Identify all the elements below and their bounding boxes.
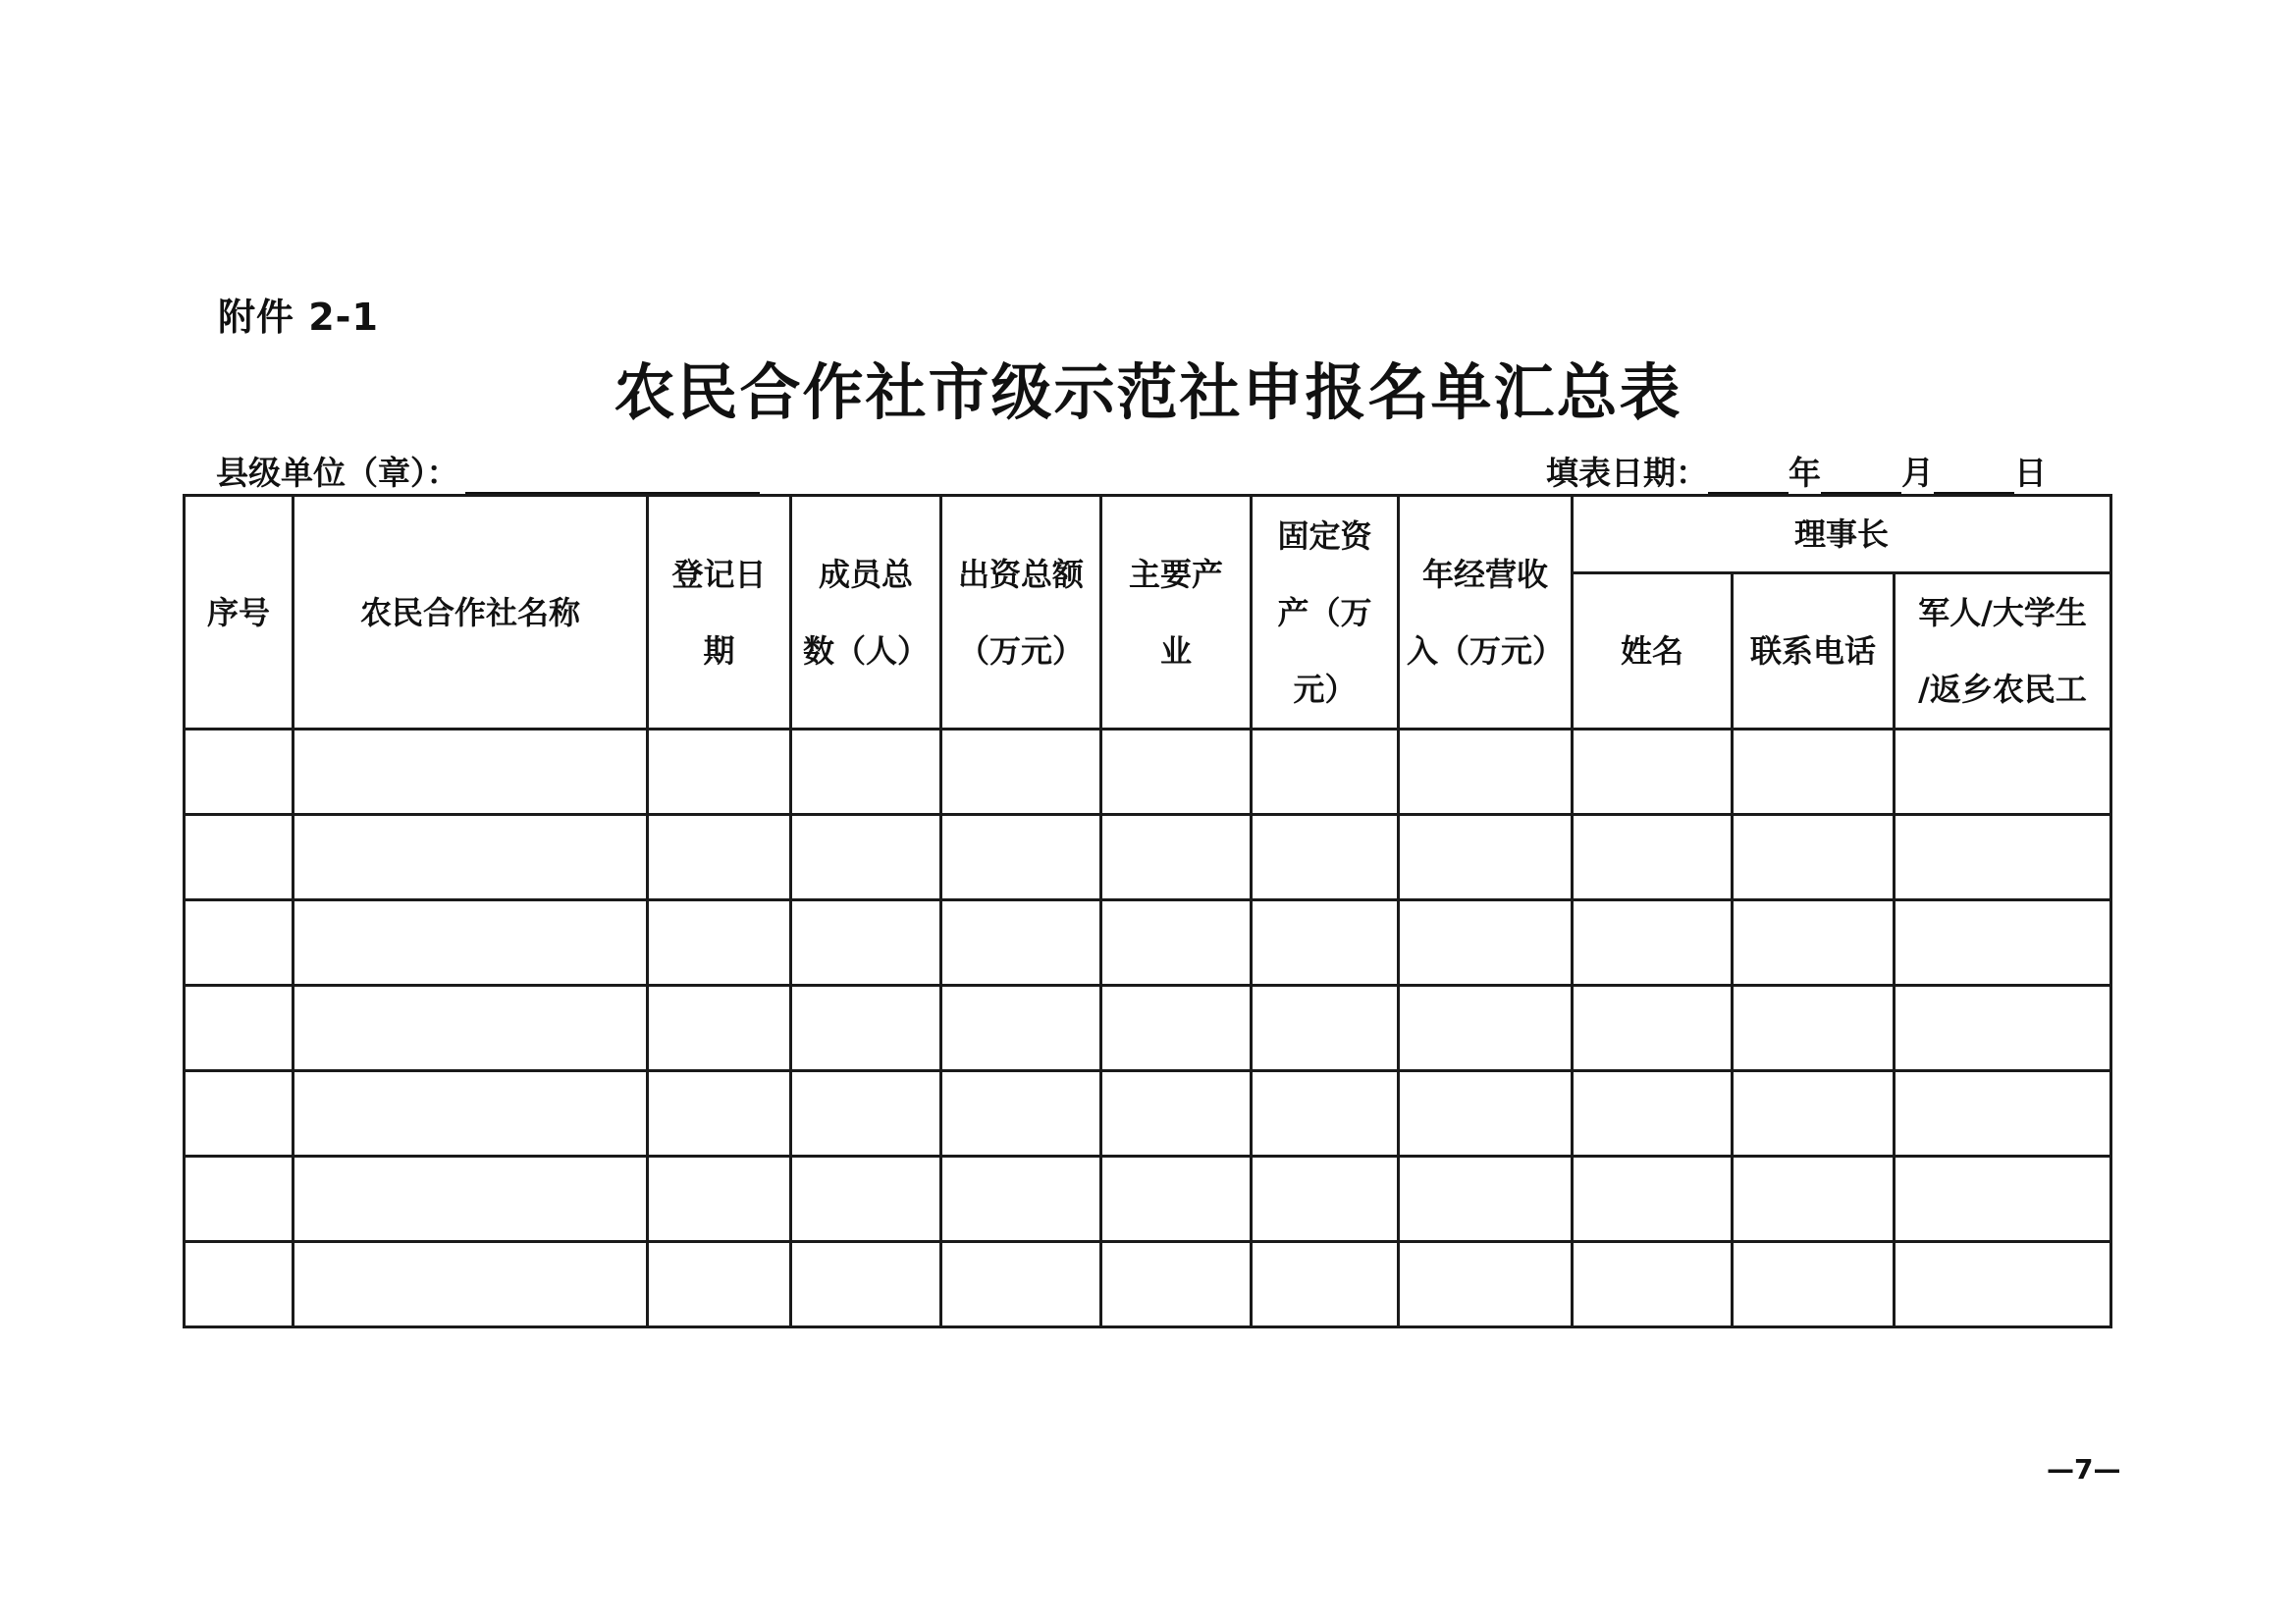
- table-cell[interactable]: [1573, 1242, 1733, 1327]
- table-cell[interactable]: [1101, 730, 1252, 815]
- table-cell[interactable]: [1573, 900, 1733, 986]
- table-row: [185, 986, 2111, 1071]
- table-cell[interactable]: [791, 986, 941, 1071]
- day-blank[interactable]: [1934, 457, 2014, 494]
- table-cell[interactable]: [1733, 730, 1895, 815]
- table-cell[interactable]: [185, 815, 294, 900]
- table-cell[interactable]: [185, 1071, 294, 1157]
- table-cell[interactable]: [294, 730, 648, 815]
- table-cell[interactable]: [1733, 986, 1895, 1071]
- table-cell[interactable]: [648, 900, 791, 986]
- table-cell[interactable]: [1399, 900, 1573, 986]
- table-cell[interactable]: [185, 1242, 294, 1327]
- col-chair-type-header: 军人/大学生 /返乡农民工: [1895, 573, 2111, 730]
- table-cell[interactable]: [294, 815, 648, 900]
- table-row: [185, 1071, 2111, 1157]
- table-cell[interactable]: [791, 900, 941, 986]
- summary-table: [183, 494, 2112, 1328]
- col-members-header: 成员总 数（人）: [791, 496, 941, 730]
- table-cell[interactable]: [1573, 730, 1733, 815]
- table-cell[interactable]: [1895, 730, 2111, 815]
- table-body: [185, 730, 2111, 1327]
- table-cell[interactable]: [1252, 1071, 1399, 1157]
- table-cell[interactable]: [1573, 815, 1733, 900]
- form-title: 农民合作社市级示范社申报名单汇总表: [614, 356, 1682, 428]
- table-cell[interactable]: [648, 730, 791, 815]
- table-cell[interactable]: [1101, 1157, 1252, 1242]
- table-cell[interactable]: [185, 900, 294, 986]
- table-cell[interactable]: [1399, 1242, 1573, 1327]
- table-cell[interactable]: [648, 1157, 791, 1242]
- table-cell[interactable]: [1895, 1071, 2111, 1157]
- table-cell[interactable]: [1252, 730, 1399, 815]
- table-cell[interactable]: [1101, 986, 1252, 1071]
- table-cell[interactable]: [941, 1071, 1101, 1157]
- county-unit-field: [216, 448, 760, 494]
- table-cell[interactable]: [791, 1071, 941, 1157]
- fill-date-label: 填表日期：: [1546, 454, 1708, 492]
- year-blank[interactable]: [1708, 457, 1789, 494]
- table-cell[interactable]: [1252, 815, 1399, 900]
- table-cell[interactable]: [941, 1242, 1101, 1327]
- col-fixed-assets-header: 固定资 产（万 元）: [1252, 496, 1399, 730]
- table-cell[interactable]: [941, 986, 1101, 1071]
- table-cell[interactable]: [1399, 730, 1573, 815]
- table-cell[interactable]: [1733, 1242, 1895, 1327]
- table-row: [185, 900, 2111, 986]
- col-chair-group-header: 理事长: [1573, 496, 2111, 573]
- table-cell[interactable]: [1101, 1071, 1252, 1157]
- table-cell[interactable]: [1895, 986, 2111, 1071]
- table-cell[interactable]: [1895, 1242, 2111, 1327]
- table-cell[interactable]: [294, 986, 648, 1071]
- county-unit-label: 县级单位（章）：: [216, 454, 459, 492]
- table-cell[interactable]: [294, 900, 648, 986]
- page-number: —7—: [2047, 1453, 2121, 1486]
- table-cell[interactable]: [648, 986, 791, 1071]
- table-row: [185, 815, 2111, 900]
- col-industry-header: 主要产 业: [1101, 496, 1252, 730]
- table-cell[interactable]: [1733, 1157, 1895, 1242]
- day-label: 日: [2014, 454, 2047, 492]
- table-cell[interactable]: [1101, 815, 1252, 900]
- table-cell[interactable]: [791, 1157, 941, 1242]
- col-capital-header: 出资总额 （万元）: [941, 496, 1101, 730]
- table-cell[interactable]: [1733, 815, 1895, 900]
- table-cell[interactable]: [1895, 900, 2111, 986]
- table-cell[interactable]: [1399, 1157, 1573, 1242]
- county-unit-blank[interactable]: [465, 457, 760, 494]
- table-cell[interactable]: [1895, 1157, 2111, 1242]
- table-cell[interactable]: [294, 1157, 648, 1242]
- col-revenue-header: 年经营收 入（万元）: [1399, 496, 1573, 730]
- year-label: 年: [1789, 454, 1821, 492]
- col-reg-date-header: 登记日 期: [648, 496, 791, 730]
- table-cell[interactable]: [1733, 900, 1895, 986]
- table-cell[interactable]: [1573, 1157, 1733, 1242]
- table-cell[interactable]: [1252, 1157, 1399, 1242]
- table-cell[interactable]: [1399, 986, 1573, 1071]
- table-cell[interactable]: [941, 1157, 1101, 1242]
- table-cell[interactable]: [1399, 1071, 1573, 1157]
- table-cell[interactable]: [1101, 900, 1252, 986]
- header-row-top: [185, 496, 2111, 573]
- table-cell[interactable]: [791, 730, 941, 815]
- col-seq-header: 序号: [185, 496, 294, 730]
- table-row: [185, 1242, 2111, 1327]
- table-cell[interactable]: [185, 1157, 294, 1242]
- table-cell[interactable]: [1101, 1242, 1252, 1327]
- table-cell[interactable]: [1573, 986, 1733, 1071]
- table-cell[interactable]: [941, 900, 1101, 986]
- table-cell[interactable]: [648, 815, 791, 900]
- table-cell[interactable]: [1252, 900, 1399, 986]
- table-cell[interactable]: [294, 1242, 648, 1327]
- table-cell[interactable]: [941, 815, 1101, 900]
- table-cell[interactable]: [1252, 986, 1399, 1071]
- table-cell[interactable]: [648, 1242, 791, 1327]
- table-cell[interactable]: [791, 1242, 941, 1327]
- col-name-header: 农民合作社名称: [294, 496, 648, 730]
- col-chair-phone-header: 联系电话: [1733, 573, 1895, 730]
- table-cell[interactable]: [941, 730, 1101, 815]
- table-cell[interactable]: [1573, 1071, 1733, 1157]
- table-cell[interactable]: [185, 730, 294, 815]
- table-cell[interactable]: [1399, 815, 1573, 900]
- table-cell[interactable]: [1252, 1242, 1399, 1327]
- table-row: [185, 730, 2111, 815]
- table-cell[interactable]: [648, 1071, 791, 1157]
- table-row: [185, 1157, 2111, 1242]
- col-chair-name-header: 姓名: [1573, 573, 1733, 730]
- table-cell[interactable]: [791, 815, 941, 900]
- table-cell[interactable]: [1733, 1071, 1895, 1157]
- table-cell[interactable]: [1895, 815, 2111, 900]
- month-label: 月: [1901, 454, 1934, 492]
- table-cell[interactable]: [294, 1071, 648, 1157]
- month-blank[interactable]: [1821, 457, 1901, 494]
- table-cell[interactable]: [185, 986, 294, 1071]
- attachment-label: 附件 2-1: [218, 296, 379, 339]
- fill-date-field: [1546, 448, 2047, 494]
